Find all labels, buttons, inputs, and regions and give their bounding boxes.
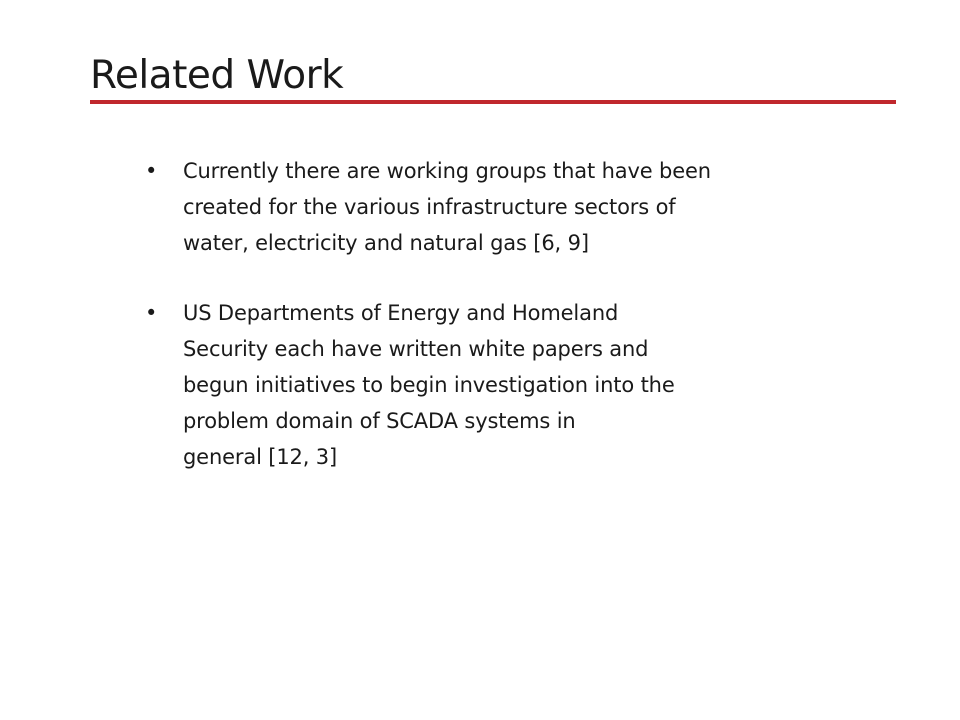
bullet-list [145, 153, 845, 509]
bullet-icon: • [145, 159, 158, 183]
bullet-text-line: general [12, 3] [183, 445, 338, 469]
bullet-icon: • [145, 301, 158, 325]
bullet-text-line: US Departments of Energy and Homeland [183, 301, 619, 325]
bullet-text-line: water, electricity and natural gas [6, 9] [183, 231, 589, 255]
bullet-text-line: Currently there are working groups that have been [183, 159, 711, 183]
bullet-item [145, 153, 845, 261]
bullet-text-line: problem domain of SCADA systems in [183, 409, 576, 433]
title-underline [90, 100, 896, 104]
slide-title: Related Work [90, 53, 344, 98]
bullet-text-line: begun initiatives to begin investigation into the [183, 373, 675, 397]
bullet-text-line: created for the various infrastructure sectors of [183, 195, 676, 219]
bullet-text-line: Security each have written white papers and [183, 337, 649, 361]
bullet-item [145, 295, 845, 475]
